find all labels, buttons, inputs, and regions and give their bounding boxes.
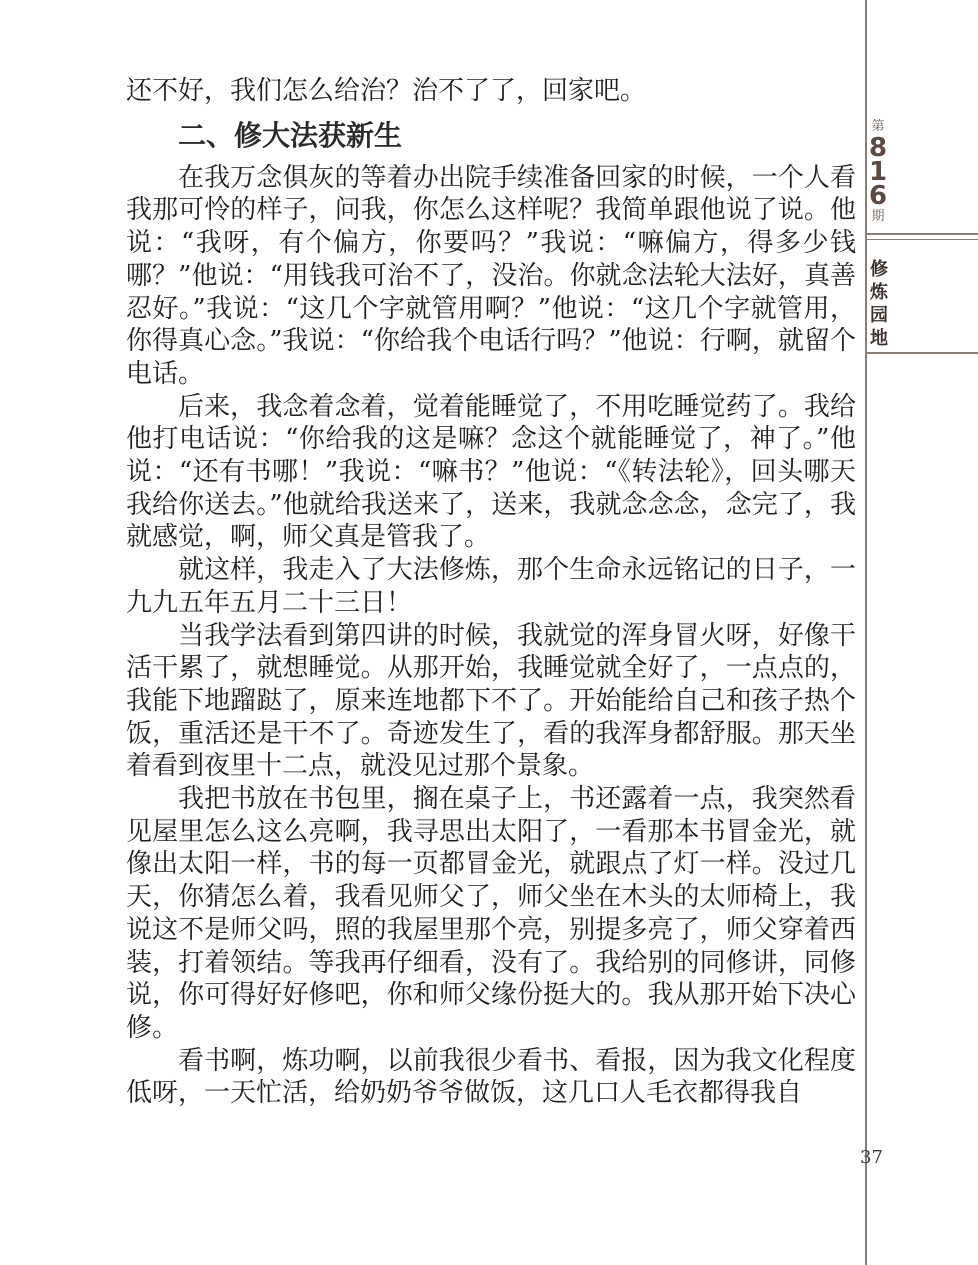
column-title: [866, 258, 892, 350]
paragraph: 就这样，我走入了大法修炼，那个生命永远铭记的日子，一九九五年五月二十三日！: [126, 555, 856, 618]
section-heading: 二、修大法获新生: [178, 118, 403, 152]
paragraph: 我把书放在书包里，搁在桌子上，书还露着一点，我突然看见屋里怎么这么亮啊，我寻思出太阳了，一看那本书冒金光，就像出太阳一样，书的每一页都冒金光，就跟点了灯一样。没过几天，你猜怎么着，我看见师父了，师父坐在木头的太师椅上，我说这不是师父吗，照的我屋里那个亮，别提多亮了，师父穿着西装，打着领结。等我再仔细看，没有了。我给别的同修讲，同修说，你可得好好修吧，你和师父缘份挺大的。我从那开始下决心修。: [126, 784, 856, 1043]
column-char: 修: [870, 259, 888, 280]
issue-digit: 8: [868, 133, 888, 163]
paragraph: 在我万念俱灰的等着办出院手续准备回家的时候，一个人看我那可怜的样子，问我，你怎么这样呢？我简单跟他说了说。他说：“我呀，有个偏方，你要吗？”我说：“嘛偏方，得多少钱哪？”他说：“用钱我可治不了，没治。你就念法轮大法好，真善忍好。”我说：“这几个字就管用啊？”他说：“这几个字就管用，你得真心念。”我说：“你给我个电话行吗？”他说：行啊，就留个电话。: [126, 162, 856, 389]
column-char: 炼: [870, 282, 888, 303]
paragraph: 当我学法看到第四讲的时候，我就觉的浑身冒火呀，好像干活干累了，就想睡觉。从那开始，我睡觉就全好了，一点点的，我能下地蹓跶了，原来连地都下不了。开始能给自己和孩子热个饭，重活还是干不了。奇迹发生了，看的我浑身都舒服。那天坐着看到夜里十二点，就没见过那个景象。: [126, 620, 856, 782]
issue-prefix: 第: [871, 119, 885, 134]
main-text: [126, 75, 856, 1110]
divider-line: [865, 233, 978, 235]
column-char: 地: [870, 328, 888, 349]
paragraph: 后来，我念着念着，觉着能睡觉了，不用吃睡觉药了。我给他打电话说：“你给我的这是嘛？念这个就能睡觉了，神了。”他说：“还有书哪！”我说：“嘛书？”他说：“《转法轮》，回头哪天我给你送去。”他就给我送来了，送来，我就念念念，念完了，我就感觉，啊，师父真是管我了。: [126, 391, 856, 553]
column-char: 园: [870, 305, 888, 326]
divider-line: [865, 239, 978, 240]
issue-suffix: 期: [871, 209, 885, 224]
paragraph-continued: 还不好，我们怎么给治？治不了了，回家吧。: [126, 76, 647, 106]
paragraph: 看书啊，炼功啊，以前我很少看书、看报，因为我文化程度低呀，一天忙活，给奶奶爷爷做饭，这几口人毛衣都得我自: [126, 1045, 856, 1109]
issue-label: [866, 118, 890, 226]
issue-digit: 6: [868, 181, 888, 211]
page-number: 37: [860, 1147, 883, 1168]
divider-line: [865, 352, 978, 354]
issue-digit: 1: [868, 157, 888, 187]
